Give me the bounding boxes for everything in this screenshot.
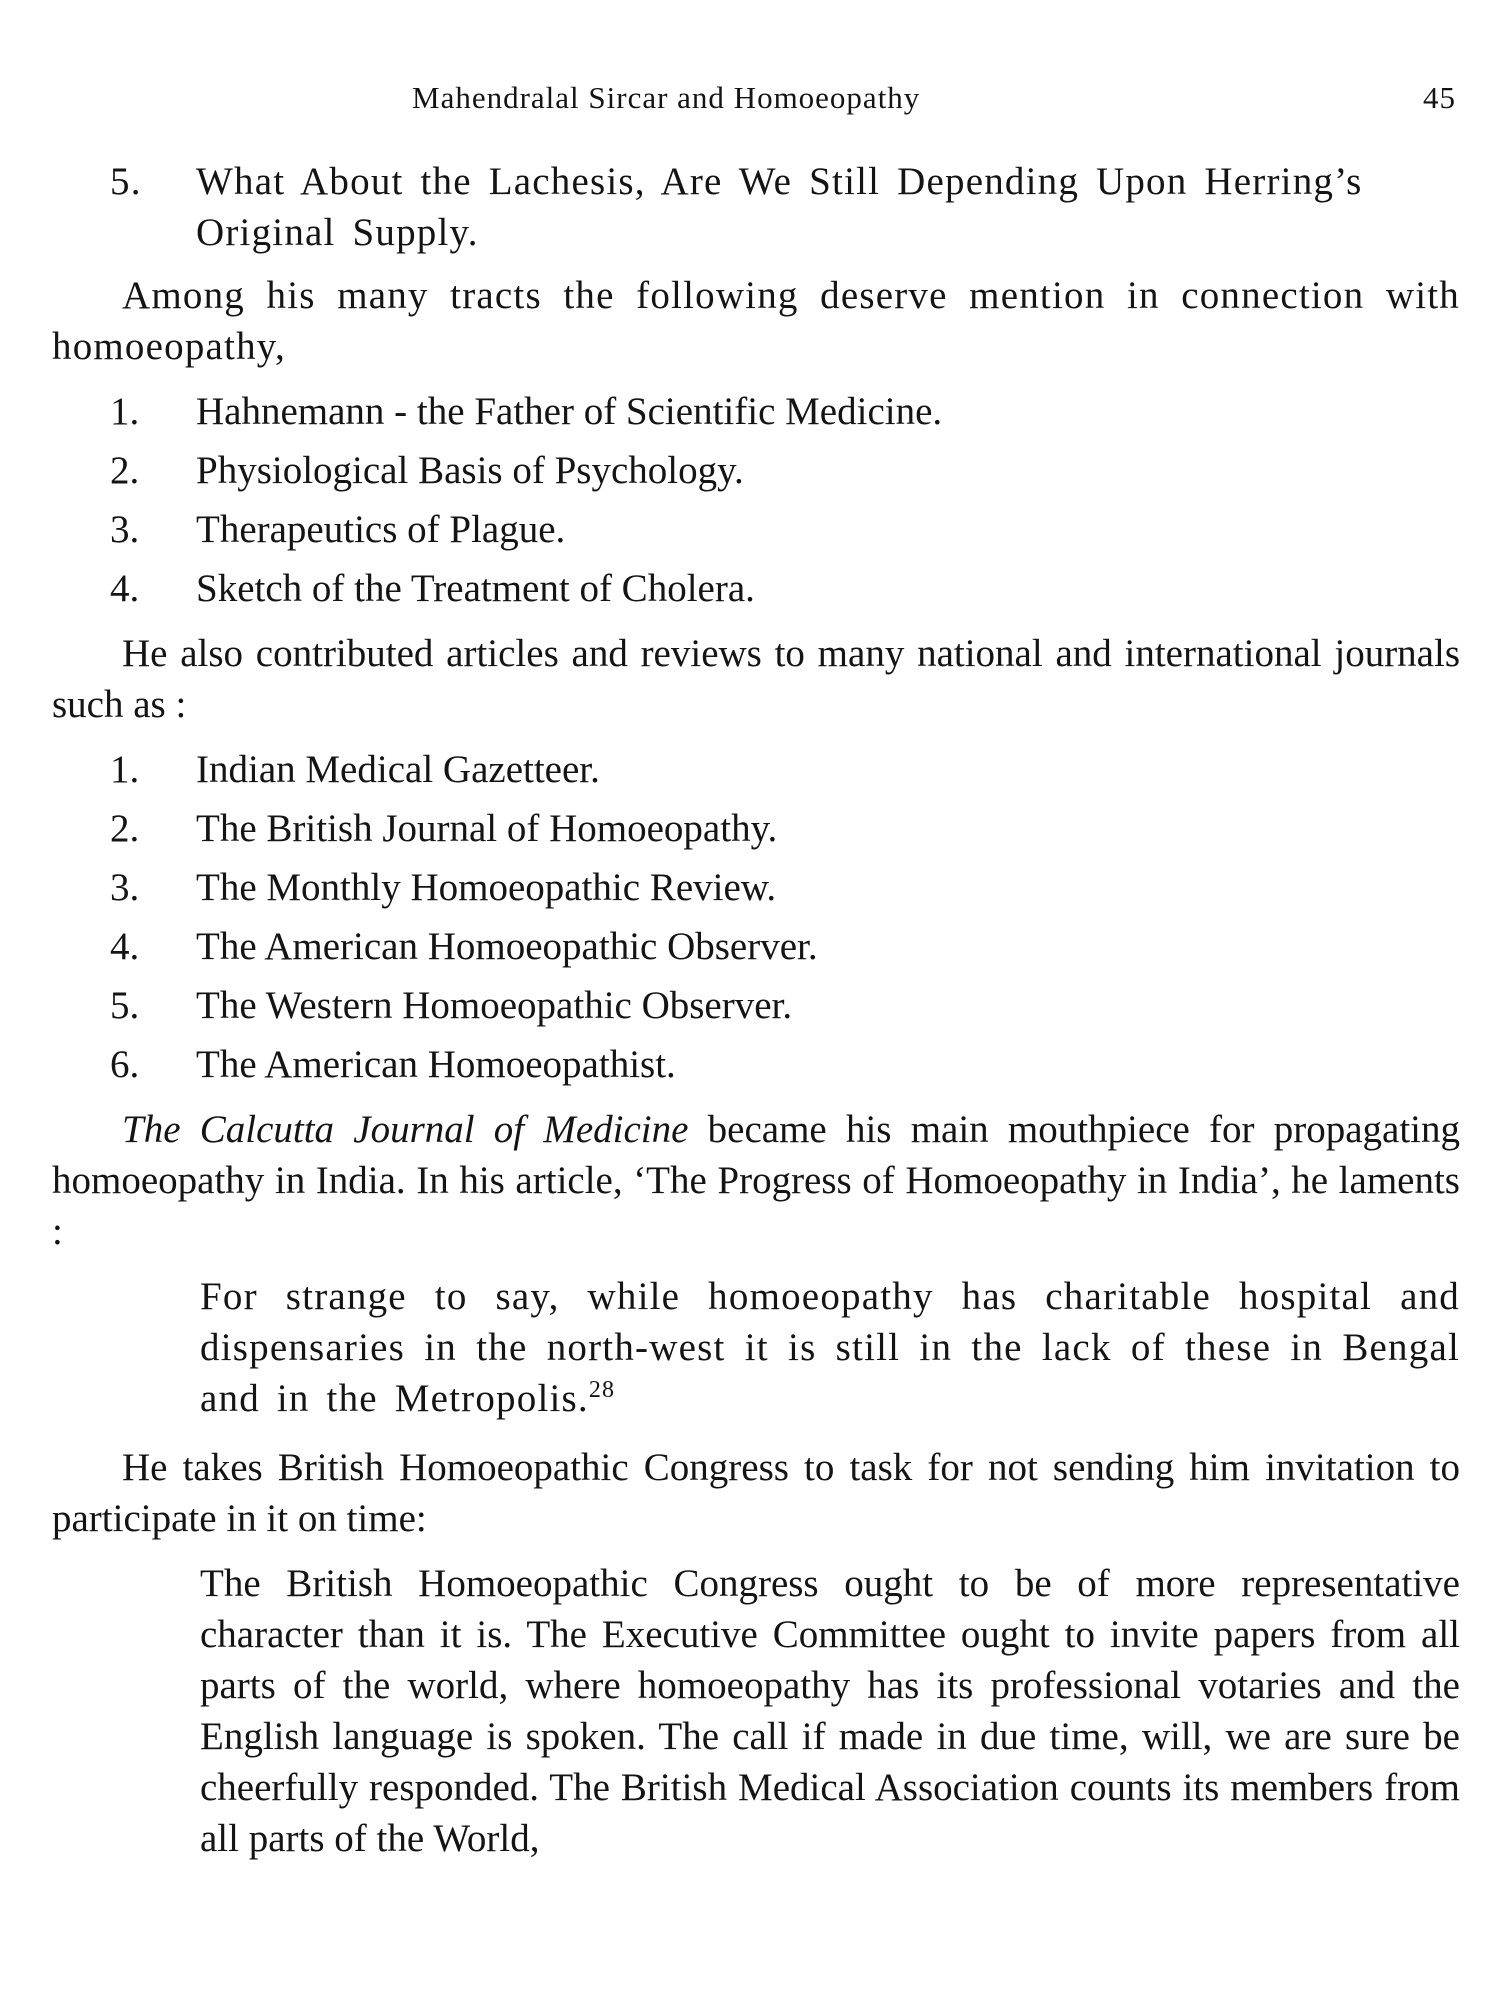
list-text: What About the Lachesis, Are We Still Depending Upon Herring’s Original Supply.	[196, 160, 1363, 254]
paragraph-rest: became his main mouthpiece for propagating homoeopathy in India. In his article, ‘The Progress of Homoeopathy in India’, he laments :	[52, 1108, 1461, 1253]
header-title: Mahendralal Sircar and Homoeopathy	[412, 80, 921, 115]
list-number: 2.	[110, 807, 140, 850]
list-text: Indian Medical Gazetteer.	[196, 748, 600, 791]
list-text: Therapeutics of Plague.	[196, 508, 566, 551]
footnote-ref: 28	[588, 1377, 616, 1403]
list-number: 5.	[110, 984, 140, 1027]
list-number: 6.	[110, 1043, 140, 1086]
list-item	[52, 504, 1460, 555]
list-text: The American Homoeopathist.	[196, 1043, 676, 1086]
tracts-list	[52, 386, 1460, 614]
list-item	[52, 803, 1460, 854]
page-number: 45	[1423, 80, 1456, 115]
list-text: The British Journal of Homoeopathy.	[196, 807, 778, 850]
list-item	[52, 980, 1460, 1031]
paragraph-tracts-intro: Among his many tracts the following deserve mention in connection with homoeopathy,	[52, 274, 1460, 368]
list-number: 1.	[110, 390, 140, 433]
running-header	[56, 80, 1456, 130]
block-quote-2: The British Homoeopathic Congress ought to be of more representative character than it is. The Executive Committee ought to invite papers from all parts of the world, where homoeopathy has its professional votaries and the English language is spoken. The call if made in due time, will, we are sure be cheerfully responded. The British Medical Association counts its members from all parts of the World,	[200, 1562, 1460, 1860]
list-item	[52, 1039, 1460, 1090]
list-number: 2.	[110, 449, 140, 492]
list-number: 1.	[110, 748, 140, 791]
list-text: The Monthly Homoeopathic Review.	[196, 866, 777, 909]
list-number: 3.	[110, 508, 140, 551]
list-item	[52, 386, 1460, 437]
list-item	[52, 445, 1460, 496]
list-text: The Western Homoeopathic Observer.	[196, 984, 793, 1027]
paragraph-calcutta-journal	[52, 1104, 1460, 1257]
list-number: 5.	[110, 160, 142, 203]
journal-title: The Calcutta Journal of Medicine	[122, 1108, 689, 1151]
quote-text: For strange to say, while homoeopathy has charitable hospital and dispensaries in the north-west it is still in the lack of these in Bengal and in the Metropolis.	[200, 1275, 1460, 1420]
list-item	[52, 744, 1460, 795]
list-item	[52, 862, 1460, 913]
journals-list	[52, 744, 1460, 1090]
list-text: The American Homoeopathic Observer.	[196, 925, 818, 968]
list-item	[52, 921, 1460, 972]
list-number: 4.	[110, 925, 140, 968]
block-quote-1	[200, 1271, 1460, 1424]
list-text: Physiological Basis of Psychology.	[196, 449, 744, 492]
list-item	[52, 563, 1460, 614]
list-text: Sketch of the Treatment of Cholera.	[196, 567, 755, 610]
list-number: 3.	[110, 866, 140, 909]
paragraph-congress: He takes British Homoeopathic Congress to task for not sending him invitation to participate in it on time:	[52, 1446, 1460, 1540]
body-text	[52, 156, 1460, 1882]
list-number: 4.	[110, 567, 140, 610]
list-item	[52, 156, 1460, 258]
paragraph-journals-intro: He also contributed articles and reviews to many national and international journals such as :	[52, 632, 1460, 726]
list-text: Hahnemann - the Father of Scientific Medicine.	[196, 390, 943, 433]
